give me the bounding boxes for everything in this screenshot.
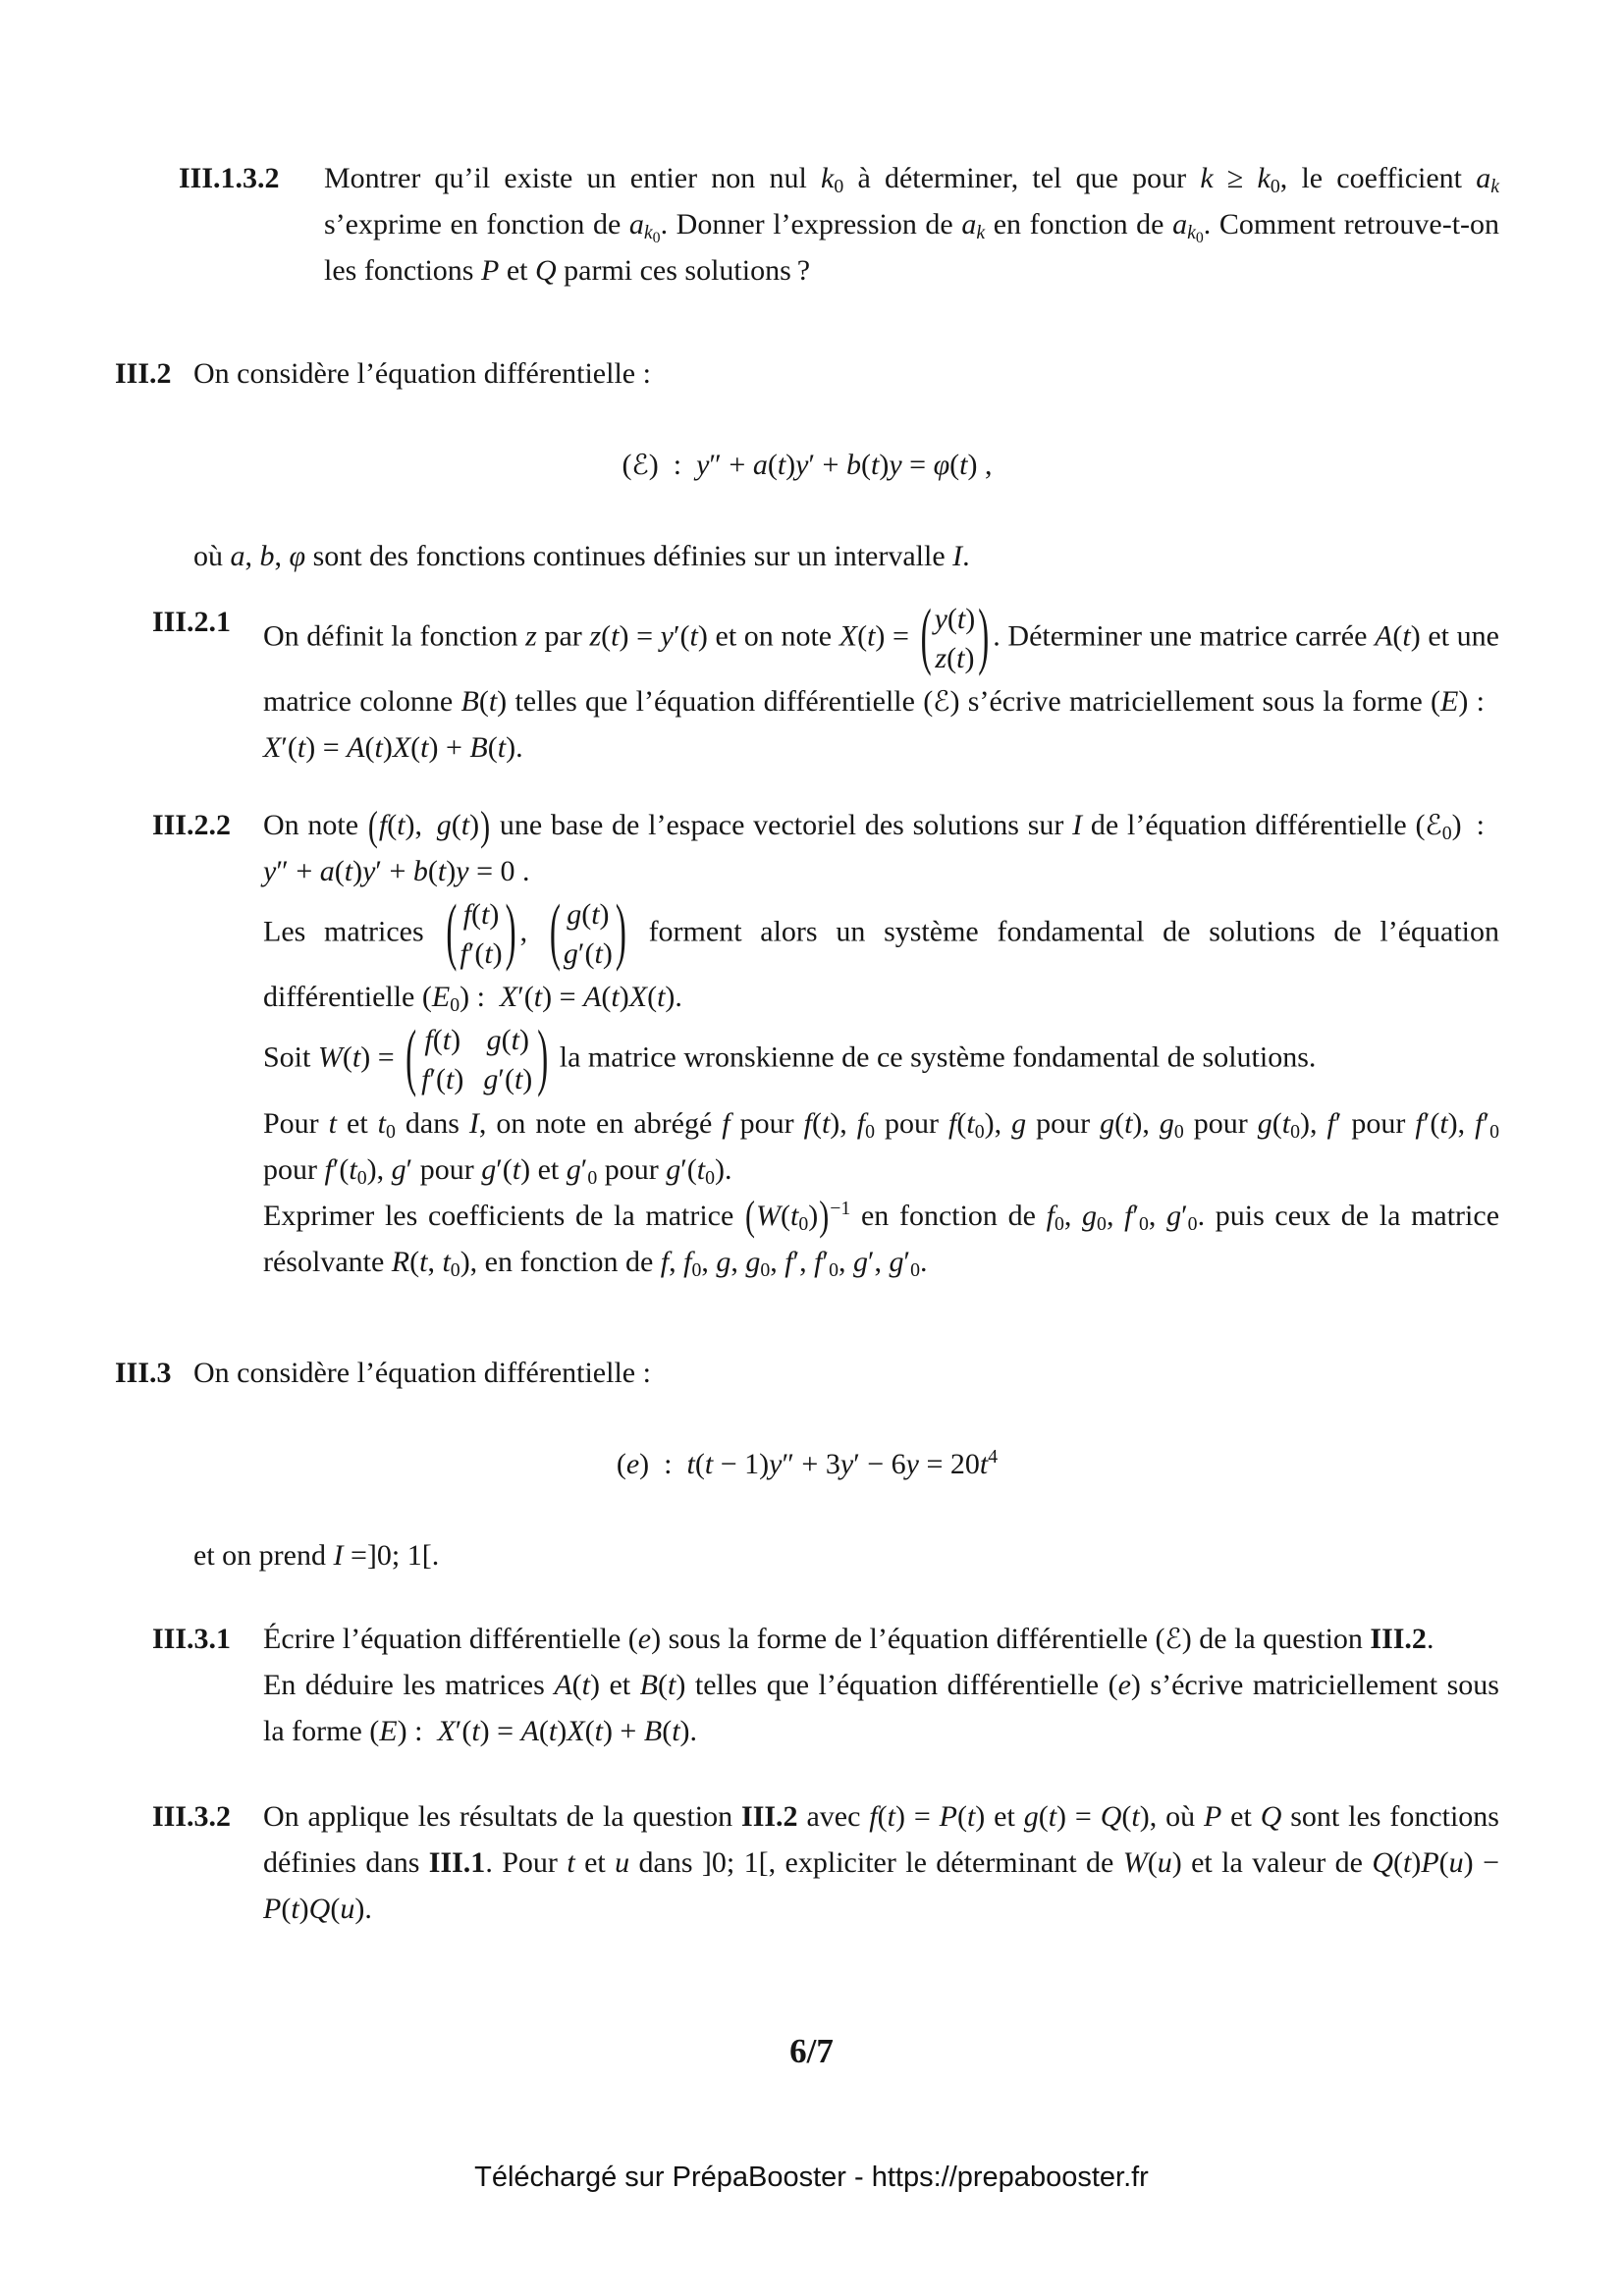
question-body: Montrer qu’il existe un entier non nul $k_0$ à déterminer, tel que pour $k \ge k_0$, le coefficient $a_k$ s’exprime en fonction de $a_{k_0}$. Donner l’expression de $a_k$ en fonction de $a_{k_0}$. Comment retrouve-t-on les fonctions P et Q parmi ces solutions ?: [324, 162, 1500, 287]
section-iii-2-heading: [115, 350, 1499, 397]
section-iii-3-heading: [115, 1350, 1499, 1396]
paragraph-deduce-matrices: En déduire les matrices A(t) et B(t) telles que l’équation différentielle (e) s’écrive matriciellement sous la forme (E) : X′(t) = A(t)X(t) + B(t).: [263, 1668, 1499, 1747]
paragraph-base-solutions: On note (f(t), g(t)) une base de l’espace vectoriel des solutions sur I de l’équation différentielle (ℰ$_0$) : y″ + a(t)y′ + b(t)y = 0 .: [263, 804, 1499, 888]
question-body: On définit la fonction z par z(t) = y′(t) et on note X(t) = ( y(t) z(t) ) . Déterminer une matrice carrée A(t) et une matrice colonne B(t) telles que l’équation différentielle (ℰ) s’écrive matriciellement sous la forme (E) : X′(t) = A(t)X(t) + B(t).: [263, 597, 1499, 765]
question-iii-3-2: [152, 1793, 1499, 1932]
question-label: III.2.1: [152, 606, 232, 638]
question-iii-1-3-2: [179, 155, 1499, 294]
question-label: III.3.1: [152, 1622, 232, 1655]
question-iii-3-1: [152, 1616, 1499, 1754]
paragraph-wronskian: Soit W(t) = ( f(t) g(t) f′(t) g′(t) ) la matrice wronskienne de ce système fondamental de solutions.: [263, 1018, 1317, 1100]
page-number: 6/7: [789, 2031, 834, 2070]
question-iii-2-1: [152, 599, 1499, 771]
question-label: III.3.2: [152, 1799, 232, 1833]
question-body: [263, 802, 1499, 1284]
paragraph-fundamental-system: Les matrices ( f(t) f′(t) ) , ( g(t) g′(t) ) forment alors un système fondamental de solutions de l’équation différentielle $(E_0)$ : X′(t) = A(t)X(t).: [263, 892, 1500, 1017]
section-label: III.2: [115, 357, 172, 390]
question-body: [263, 1616, 1499, 1754]
section-label: III.3: [115, 1356, 172, 1389]
question-label: III.1.3.2: [179, 162, 280, 194]
question-label: III.2.2: [152, 809, 232, 842]
section-intro: On considère l’équation différentielle :: [193, 357, 651, 390]
section-intro: On considère l’équation différentielle :: [193, 1356, 651, 1389]
display-equation-e: (e) : $t(t - 1)y'' + 3y' - 6y = 20t^4$: [616, 1445, 999, 1480]
interval-note: où a, b, φ sont des fonctions continues définies sur un intervalle I.: [193, 540, 970, 572]
paragraph-abbreviations: Pour t et $t_0$ dans I, on note en abrégé f pour f(t), $f_0$ pour $f(t_0)$, g pour g(t), $g_0$ pour $g(t_0)$, f′ pour f′(t), $f'_0$ pour $f'(t_0)$, g′ pour g′(t) et $g'_0$ pour $g'(t_0)$.: [263, 1106, 1499, 1189]
display-equation-E: (ℰ) : y″ + a(t)y′ + b(t)y = φ(t) ,: [622, 449, 993, 481]
footer-credit: Téléchargé sur PrépaBooster - https://prepabooster.fr: [474, 2161, 1149, 2193]
paragraph-rewrite-equation: Écrire l’équation différentielle (e) sous la forme de l’équation différentielle (ℰ) de la question III.2.: [263, 1622, 1434, 1655]
interval-note: et on prend I =]0; 1[.: [193, 1538, 440, 1572]
question-body: On applique les résultats de la question III.2 avec f(t) = P(t) et g(t) = Q(t), où P et Q sont les fonctions définies dans III.1. Pour t et u dans ]0; 1[, expliciter le déterminant de W(u) et la valeur de Q(t)P(u) − P(t)Q(u).: [263, 1799, 1499, 1925]
question-iii-2-2: [152, 802, 1499, 1284]
paragraph-express-coefficients: Exprimer les coefficients de la matrice $(W(t_0))^{-1}$ en fonction de $f_0$, $g_0$, $f'_0$, $g'_0$. puis ceux de la matrice résolvante R(t, $t_0$), en fonction de f, $f_0$, g, $g_0$, f′, $f'_0$, g′, $g'_0$.: [263, 1194, 1500, 1281]
